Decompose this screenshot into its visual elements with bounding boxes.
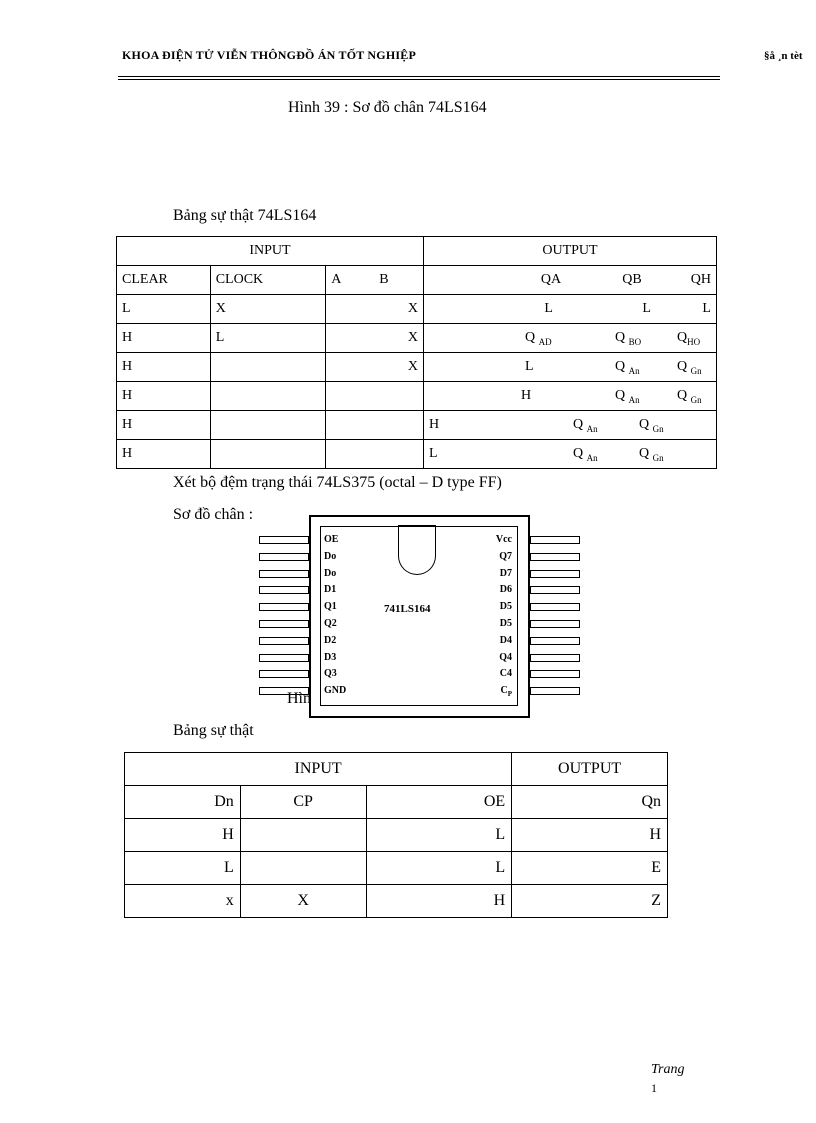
t1-qb: Q <box>614 387 626 403</box>
t1-cell <box>210 382 326 411</box>
chip-pin-label-left: OE <box>324 534 339 545</box>
t1-qb-sub: BO <box>628 336 642 347</box>
t2-col-dn: Dn <box>125 786 241 819</box>
table-row <box>125 819 668 852</box>
t2-cell <box>240 852 366 885</box>
t1-cell: L <box>210 324 326 353</box>
chip-pin-left <box>259 553 309 561</box>
t1-qb-sub: Gn <box>652 452 664 463</box>
chip-pin-right <box>530 620 580 628</box>
t1-qh: Q <box>676 358 688 374</box>
chip-pin-left <box>259 586 309 594</box>
t1-out-cell <box>423 295 716 324</box>
t1-qb-sub: Gn <box>652 423 664 434</box>
footer-trang: Trang <box>651 1062 685 1077</box>
chip-pin-label-right: D4 <box>499 634 512 646</box>
t2-cell <box>240 819 366 852</box>
table-row <box>117 411 717 440</box>
chip-pin-right <box>530 603 580 611</box>
t1-cell: X <box>210 295 326 324</box>
t2-cell: x <box>125 885 241 918</box>
t1-cell: X <box>326 295 424 324</box>
chip-pin-label-right: D7 <box>499 567 512 579</box>
truth-table-2-title: Bảng sự thật <box>173 722 254 739</box>
chip-pin-left <box>259 670 309 678</box>
t1-col-b: B <box>379 272 389 287</box>
t2-cell: E <box>512 852 668 885</box>
t2-cell: H <box>125 819 241 852</box>
t2-cell: L <box>366 852 512 885</box>
t2-cell: L <box>125 852 241 885</box>
chip-pin-label-left: Do <box>324 567 337 579</box>
chip-pin-label-right: D5 <box>499 618 512 629</box>
chip-pin-right <box>530 687 580 695</box>
chip-pin-label-right-sub: P <box>507 690 512 699</box>
t1-cell: H <box>117 382 211 411</box>
chip-pin-label-left: Do <box>324 550 337 562</box>
t1-out-lead: L <box>428 445 438 461</box>
t1-out-cell <box>423 324 716 353</box>
section-74ls375-title: Xét bộ đệm trạng thái 74LS375 (octal – D type FF) <box>173 474 502 491</box>
chip-pin-right <box>530 570 580 578</box>
table-row <box>117 353 717 382</box>
chip-pin-label-left: GND <box>324 685 347 697</box>
chip-pin-left <box>259 654 309 662</box>
truth-table-1-title: Bảng sự thật 74LS164 <box>173 207 317 224</box>
t1-cell <box>210 353 326 382</box>
t1-col-a: A <box>331 272 342 287</box>
t1-qa-sub: An <box>586 423 598 434</box>
t1-cell: H <box>117 324 211 353</box>
chip-pin-label-left: D1 <box>324 584 337 596</box>
t1-qa: Q <box>572 445 584 461</box>
t1-qh: L <box>702 301 711 316</box>
table-row <box>125 885 668 918</box>
t1-qb: Q <box>638 416 650 432</box>
t1-output-header: OUTPUT <box>423 237 716 266</box>
pinout-label: Sơ đồ chân : <box>173 506 254 523</box>
t1-qa: Q <box>524 329 536 345</box>
chip-pin-label-right-main: C <box>500 685 508 697</box>
t2-cell: X <box>240 885 366 918</box>
chip-pin-label-right: D5 <box>499 601 512 613</box>
t1-out-cell <box>423 440 716 469</box>
chip-pin-label-right: D6 <box>499 584 512 596</box>
t1-col-qa: QA <box>540 272 562 287</box>
chip-pin-right <box>530 536 580 544</box>
table-row <box>117 324 717 353</box>
table-row <box>117 440 717 469</box>
chip-pin-right <box>530 586 580 594</box>
t1-qb: Q <box>638 445 650 461</box>
chip-pin-left <box>259 620 309 628</box>
chip-name: 741LS164 <box>384 603 431 615</box>
t1-qb: Q <box>614 358 626 374</box>
chip-pin-label-right: Vcc <box>495 534 512 545</box>
chip-pin-label-left: D2 <box>324 634 337 646</box>
t1-col-outputs <box>423 266 716 295</box>
t2-col-qn: Qn <box>512 786 668 819</box>
footer-page-number: 1 <box>651 1081 657 1095</box>
chip-pin-label-right <box>462 683 512 702</box>
t1-input-header: INPUT <box>117 237 424 266</box>
t1-col-ab <box>326 266 424 295</box>
chip-pin-right <box>530 654 580 662</box>
chip-pin-label-right: Q7 <box>499 550 512 562</box>
t1-out-cell <box>423 353 716 382</box>
table-row <box>117 295 717 324</box>
t1-cell <box>326 440 424 469</box>
t1-out-lead: H <box>428 416 440 432</box>
t1-qb-sub: An <box>628 365 640 376</box>
header-title: KHOA ĐIỆN TỬ VIỄN THÔNGĐỒ ÁN TỐT NGHIỆP <box>122 48 416 62</box>
t1-cell: L <box>117 295 211 324</box>
table-row <box>125 852 668 885</box>
t1-cell <box>210 411 326 440</box>
chip-notch <box>398 525 436 575</box>
t2-col-cp: CP <box>240 786 366 819</box>
t1-cell: H <box>117 353 211 382</box>
t1-cell <box>326 382 424 411</box>
header-right-text: §å ¸n tèt <box>764 50 803 62</box>
t1-col-clear: CLEAR <box>117 266 211 295</box>
figure-39-caption: Hình 39 : Sơ đồ chân 74LS164 <box>288 99 487 116</box>
t1-cell: H <box>117 440 211 469</box>
truth-table-74ls375 <box>124 752 668 918</box>
header-rule-bottom <box>118 79 720 80</box>
chip-pin-label-left: D3 <box>324 651 337 663</box>
t1-cell: X <box>326 353 424 382</box>
t1-qa: L <box>544 301 553 316</box>
chip-pin-left <box>259 536 309 544</box>
t1-qh: Q <box>676 387 688 403</box>
t1-qb: L <box>642 301 651 316</box>
t2-cell: H <box>366 885 512 918</box>
chip-notch-top <box>398 525 436 527</box>
t1-out-cell <box>423 411 716 440</box>
chip-pin-label-left: Q3 <box>324 668 337 680</box>
t2-cell: L <box>366 819 512 852</box>
chip-pin-label-right: C4 <box>499 668 512 680</box>
t2-input-header: INPUT <box>125 753 512 786</box>
t1-cell: X <box>326 324 424 353</box>
t1-qa-sub: AD <box>538 336 552 347</box>
t1-cell <box>210 440 326 469</box>
t1-qh-sub: Gn <box>690 365 702 376</box>
t1-col-qh: QH <box>690 272 711 287</box>
chip-pin-label-left: Q1 <box>324 601 337 613</box>
t2-col-oe: OE <box>366 786 512 819</box>
chip-pin-right <box>530 553 580 561</box>
truth-table-74ls164 <box>116 236 717 469</box>
chip-pin-left <box>259 603 309 611</box>
chip-pin-label-left: Q2 <box>324 618 337 629</box>
t1-col-qb: QB <box>622 272 642 287</box>
t1-qb: Q <box>614 329 626 345</box>
t2-output-header: OUTPUT <box>512 753 668 786</box>
t2-cell: Z <box>512 885 668 918</box>
t1-qh-sub: HO <box>687 336 701 347</box>
header-rule-top <box>118 76 720 77</box>
chip-pin-right <box>530 670 580 678</box>
chip-pin-label-right: Q4 <box>499 651 512 663</box>
t1-qa-sub: An <box>586 452 598 463</box>
t1-qh: Q <box>676 329 688 345</box>
t1-qh-sub: Gn <box>690 394 702 405</box>
t1-qa: Q <box>572 416 584 432</box>
figure-caption-fragment: Hìn <box>287 690 311 707</box>
chip-pin-right <box>530 637 580 645</box>
t1-cell <box>326 411 424 440</box>
t1-qa: L <box>524 358 534 374</box>
t1-qa: H <box>520 387 532 403</box>
chip-pin-left <box>259 637 309 645</box>
t1-out-cell <box>423 382 716 411</box>
t1-col-clock: CLOCK <box>210 266 326 295</box>
t2-cell: H <box>512 819 668 852</box>
table-row <box>117 382 717 411</box>
chip-pin-left <box>259 570 309 578</box>
t1-qb-sub: An <box>628 394 640 405</box>
t1-cell: H <box>117 411 211 440</box>
